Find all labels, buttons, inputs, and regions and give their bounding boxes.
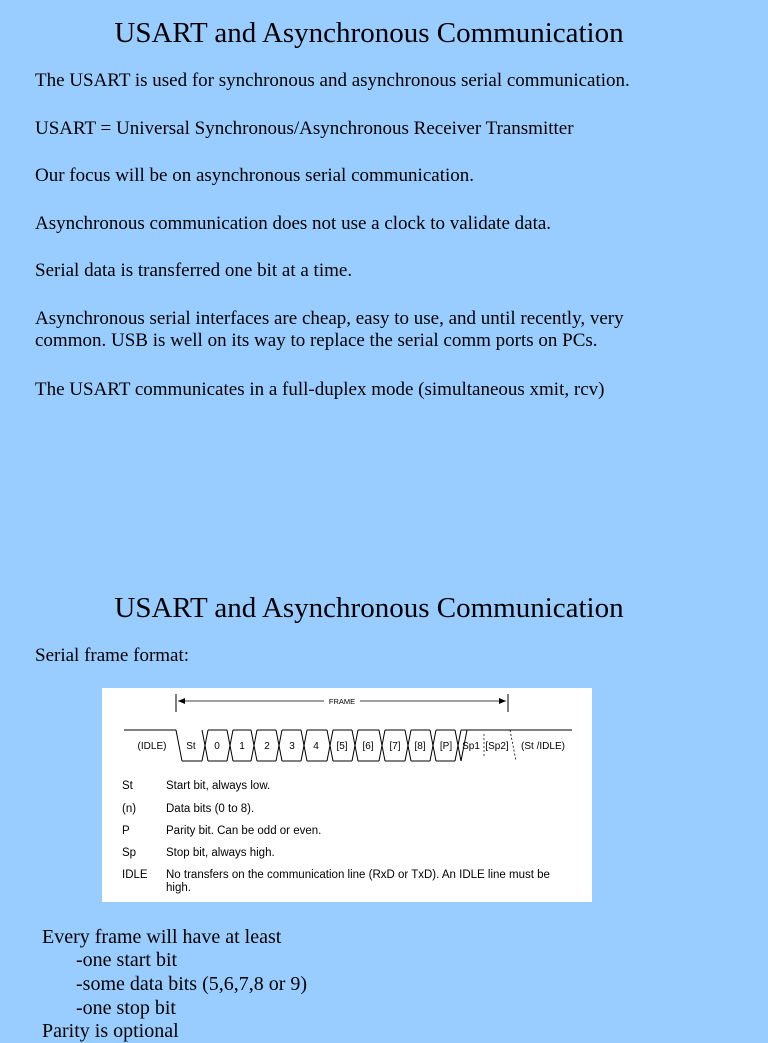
legend-key: St bbox=[122, 780, 133, 792]
bit-label: 4 bbox=[313, 741, 319, 752]
legend-key: (n) bbox=[122, 803, 137, 815]
slide2-subtitle: Serial frame format: bbox=[35, 645, 190, 666]
slide1-paragraph-4: Asynchronous communication does not use a clock to validate data. bbox=[35, 213, 552, 234]
frame-arrow-right-head bbox=[499, 698, 506, 704]
bit-label: (IDLE) bbox=[137, 741, 167, 752]
legend-key: IDLE bbox=[122, 869, 148, 881]
frame-note-heading: Every frame will have at least bbox=[42, 926, 282, 948]
frame-note-parity: Parity is optional bbox=[42, 1020, 179, 1042]
slide2-title: USART and Asynchronous Communication bbox=[114, 592, 624, 624]
bit-label: [7] bbox=[389, 741, 401, 752]
bit-label: 3 bbox=[289, 741, 295, 752]
bit-label: (St /IDLE) bbox=[521, 741, 565, 752]
frame-arrow-left-head bbox=[178, 698, 185, 704]
bit-label: 2 bbox=[264, 741, 270, 752]
legend-desc: Stop bit, always high. bbox=[166, 847, 275, 859]
slide1-paragraph-6: Asynchronous serial interfaces are cheap, easy to use, and until recently, very common. USB is well on its way to replace the serial comm ports on PCs. bbox=[35, 308, 624, 351]
bit-label: 0 bbox=[214, 741, 220, 752]
slide1-paragraph-2: USART = Universal Synchronous/Asynchronous Receiver Transmitter bbox=[35, 118, 574, 139]
frame-note-stop-bit: -one stop bit bbox=[76, 997, 176, 1019]
slide1-paragraph-1: The USART is used for synchronous and asynchronous serial communication. bbox=[35, 70, 630, 91]
frame-label: FRAME bbox=[328, 697, 356, 706]
serial-frame-diagram bbox=[102, 688, 592, 902]
bit-label: [P] bbox=[439, 741, 453, 752]
slide1-paragraph-5: Serial data is transferred one bit at a time. bbox=[35, 260, 353, 281]
bit-label: Sp1 bbox=[462, 741, 480, 752]
bit-label: St bbox=[186, 741, 196, 752]
legend-key: P bbox=[122, 825, 130, 837]
legend-key: Sp bbox=[122, 847, 137, 859]
start-fall-edge bbox=[176, 730, 182, 761]
frame-note-start-bit: -one start bit bbox=[76, 949, 178, 971]
frame-waveform bbox=[102, 688, 592, 788]
legend-desc: Data bits (0 to 8). bbox=[166, 803, 255, 815]
slide1-paragraph-3: Our focus will be on asynchronous serial communication. bbox=[35, 165, 475, 186]
bit-label: [Sp2] bbox=[485, 741, 509, 752]
bit-label: [8] bbox=[414, 741, 426, 752]
legend-desc: Parity bit. Can be odd or even. bbox=[166, 825, 322, 837]
legend-desc: No transfers on the communication line (RxD or TxD). An IDLE line must be high. bbox=[166, 869, 550, 894]
legend-desc: Start bit, always low. bbox=[166, 780, 271, 792]
bit-label: [6] bbox=[362, 741, 374, 752]
bit-label: 1 bbox=[239, 741, 245, 752]
next-frame-edge bbox=[510, 730, 516, 761]
bit-label: [5] bbox=[336, 741, 348, 752]
slide1-title: USART and Asynchronous Communication bbox=[114, 17, 624, 49]
slide1-paragraph-7: The USART communicates in a full-duplex mode (simultaneous xmit, rcv) bbox=[35, 379, 605, 400]
frame-note-data-bits: -some data bits (5,6,7,8 or 9) bbox=[76, 973, 308, 995]
